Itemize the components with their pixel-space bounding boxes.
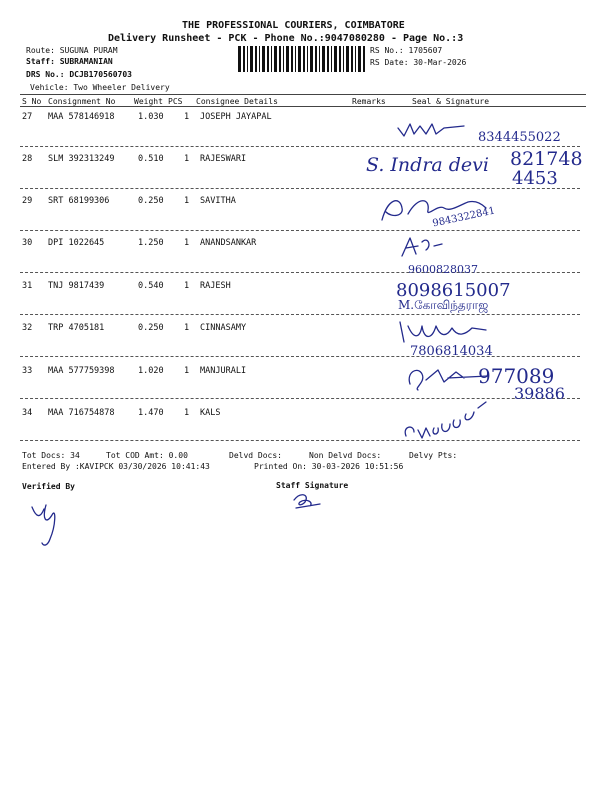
row-pcs: 1 — [184, 196, 190, 206]
row-sno: 30 — [22, 238, 33, 248]
handwritten-phone: 8098615007 — [396, 280, 511, 301]
row-sno: 33 — [22, 366, 33, 376]
row-sno: 34 — [22, 408, 33, 418]
row-consignment: DPI 1022645 — [48, 238, 105, 248]
staff-label: Staff: SUBRAMANIAN — [26, 57, 113, 66]
handwritten-name: M.கோவிந்தராஜ — [398, 298, 489, 312]
row-sno: 28 — [22, 154, 33, 164]
col-sno: S No — [22, 97, 42, 106]
verifier-signature — [26, 495, 86, 550]
staff-signature-label: Staff Signature — [276, 481, 349, 490]
row-sno: 31 — [22, 281, 33, 291]
row-weight: 0.540 — [138, 281, 164, 291]
row-divider — [20, 272, 580, 273]
handwritten-signature — [398, 232, 448, 264]
route-label: Route: SUGUNA PURAM — [26, 46, 118, 55]
row-consignment: MAA 577759398 — [48, 366, 115, 376]
handwritten-name: S. Indra devi — [366, 154, 489, 176]
col-remarks: Remarks — [352, 97, 386, 106]
row-consignee: RAJESH — [200, 281, 231, 291]
row-sno: 29 — [22, 196, 33, 206]
row-divider — [20, 230, 580, 231]
company-title: THE PROFESSIONAL COURIERS, COIMBATORE — [182, 20, 405, 31]
handwritten-signature — [396, 118, 466, 144]
row-weight: 1.250 — [138, 238, 164, 248]
row-consignee: CINNASAMY — [200, 323, 247, 333]
header-rule-bottom — [20, 106, 586, 107]
row-divider — [20, 314, 580, 315]
row-divider — [20, 146, 580, 147]
verified-by-label: Verified By — [22, 482, 75, 491]
row-consignee: JOSEPH JAYAPAL — [200, 112, 272, 122]
handwritten-phone: 977089 — [478, 364, 555, 388]
non-delivered-docs: Non Delvd Docs: — [309, 451, 382, 460]
row-pcs: 1 — [184, 408, 190, 418]
handwritten-phone: 821748 — [510, 148, 583, 170]
row-weight: 0.510 — [138, 154, 164, 164]
row-sno: 27 — [22, 112, 33, 122]
vehicle-label: Vehicle: Two Wheeler Delivery — [30, 83, 170, 92]
handwritten-signature — [400, 400, 490, 448]
row-consignee: MANJURALI — [200, 366, 247, 376]
row-weight: 0.250 — [138, 323, 164, 333]
row-consignment: SLM 392313249 — [48, 154, 115, 164]
row-consignment: MAA 578146918 — [48, 112, 115, 122]
handwritten-phone: 39886 — [514, 384, 565, 403]
delivered-docs: Delvd Docs: — [229, 451, 282, 460]
handwritten-phone: 7806814034 — [410, 344, 493, 359]
handwritten-phone: 8344455022 — [478, 130, 561, 145]
col-weight: Weight — [134, 97, 163, 106]
col-consignment: Consignment No — [48, 97, 116, 106]
row-consignment: TNJ 9817439 — [48, 281, 105, 291]
handwritten-phone: 9600828037 — [408, 263, 478, 276]
row-divider — [20, 356, 580, 357]
row-divider — [20, 188, 580, 189]
row-pcs: 1 — [184, 154, 190, 164]
row-consignment: SRT 68199306 — [48, 196, 110, 206]
rs-date: RS Date: 30-Mar-2026 — [370, 58, 467, 67]
row-sno: 32 — [22, 323, 33, 333]
printed-on: Printed On: 30-03-2026 10:51:56 — [254, 462, 404, 471]
total-docs: Tot Docs: 34 — [22, 451, 80, 460]
row-pcs: 1 — [184, 281, 190, 291]
row-consignee: SAVITHA — [200, 196, 236, 206]
handwritten-phone: 4453 — [512, 168, 558, 189]
row-pcs: 1 — [184, 238, 190, 248]
row-pcs: 1 — [184, 366, 190, 376]
barcode — [238, 46, 365, 72]
handwritten-phone: 9843322841 — [431, 205, 497, 230]
entered-by: Entered By :KAVIPCK 03/30/2026 10:41:43 — [22, 462, 210, 471]
col-pcs: PCS — [168, 97, 183, 106]
rs-no: RS No.: 1705607 — [370, 46, 443, 55]
row-divider — [20, 440, 580, 441]
row-pcs: 1 — [184, 323, 190, 333]
header-rule-top — [20, 94, 586, 95]
runsheet-subtitle: Delivery Runsheet - PCK - Phone No.:9047080280 - Page No.:3 — [108, 33, 464, 44]
row-consignee: RAJESWARI — [200, 154, 247, 164]
row-weight: 1.020 — [138, 366, 164, 376]
row-weight: 1.030 — [138, 112, 164, 122]
drs-label: DRS No.: DCJB170560703 — [26, 70, 132, 79]
row-consignment: MAA 716754878 — [48, 408, 115, 418]
row-divider — [20, 398, 580, 399]
col-consignee: Consignee Details — [196, 97, 278, 106]
row-weight: 0.250 — [138, 196, 164, 206]
row-pcs: 1 — [184, 112, 190, 122]
row-consignment: TRP 4705181 — [48, 323, 105, 333]
staff-signature — [290, 490, 330, 512]
total-cod: Tot COD Amt: 0.00 — [106, 451, 188, 460]
delivery-points: Delvy Pts: — [409, 451, 458, 460]
row-consignee: KALS — [200, 408, 221, 418]
row-consignee: ANANDSANKAR — [200, 238, 257, 248]
row-weight: 1.470 — [138, 408, 164, 418]
col-seal: Seal & Signature — [412, 97, 490, 106]
